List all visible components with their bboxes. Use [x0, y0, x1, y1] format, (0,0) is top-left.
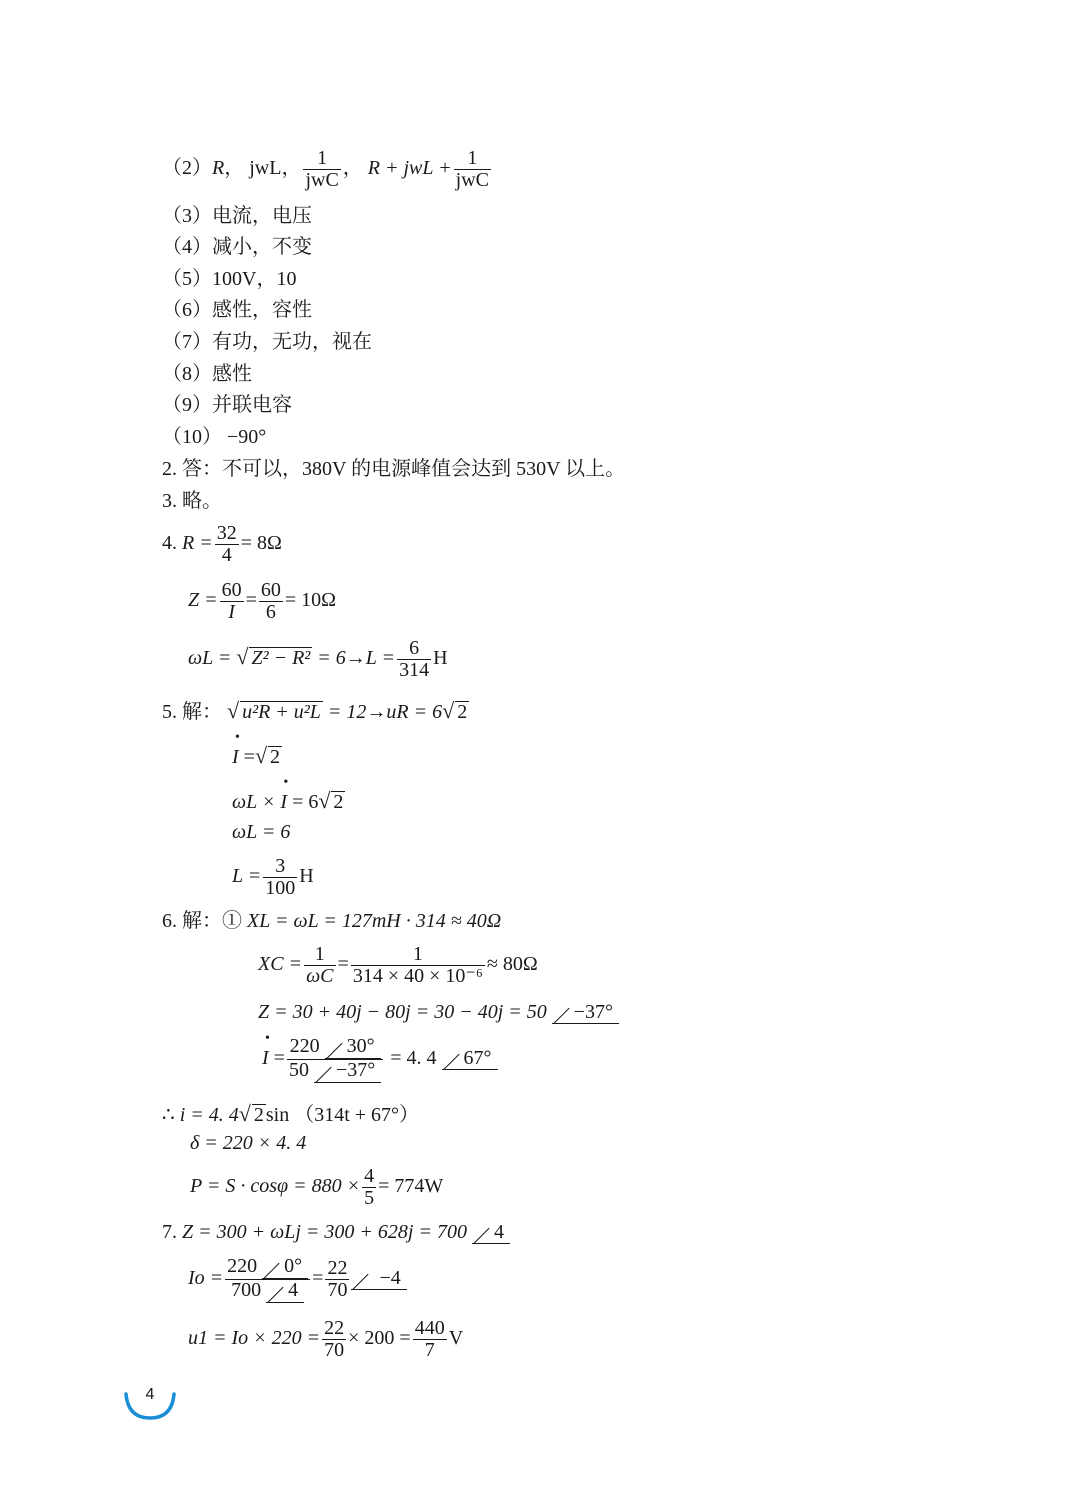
denominator: 70 — [324, 1339, 345, 1361]
fraction — [413, 1318, 447, 1361]
q5-line-4: ωL = 6 — [232, 821, 291, 843]
denominator: ωC — [306, 965, 334, 987]
angle: 30° — [325, 1036, 381, 1059]
sqrt-sign: √ — [318, 788, 331, 813]
fraction — [225, 1256, 310, 1303]
q6-line-7 — [190, 1166, 443, 1209]
sep: ， — [224, 157, 245, 180]
denominator: jwC — [455, 169, 489, 191]
q6-line-2 — [258, 944, 538, 987]
numerator: 1 — [303, 148, 340, 170]
numerator: 1 — [304, 944, 335, 966]
angle: −4 — [351, 1268, 406, 1290]
unit: V — [448, 1327, 464, 1350]
numerator: 3 — [263, 856, 297, 878]
lhs: Io = — [188, 1267, 224, 1290]
mid: × 200 = — [348, 1327, 411, 1350]
q5-line-1 — [162, 700, 469, 722]
q5-label: 5. 解： — [162, 701, 222, 723]
phasor-i: I • — [262, 1048, 269, 1068]
fraction — [454, 148, 491, 191]
q7-label: 7. — [162, 1221, 177, 1243]
fraction — [322, 1318, 346, 1361]
fraction — [287, 1036, 383, 1083]
denominator: 70 — [327, 1279, 348, 1301]
answer-8: （8）感性 — [162, 363, 252, 385]
q4-line-2 — [188, 580, 336, 623]
z-expr: Z = 30 + 40j − 80j = 30 − 40j = 50 — [258, 1001, 547, 1023]
xl-expr: XL = ωL = 127mH · 314 ≈ 40Ω — [247, 910, 502, 932]
numerator: 4 — [364, 1165, 375, 1187]
rhs: = 774W — [378, 1175, 444, 1198]
q5-line-3 — [232, 790, 345, 812]
numerator: 1 — [454, 148, 491, 170]
fraction — [263, 856, 297, 899]
q6-line-6: δ = 220 × 4. 4 — [190, 1132, 307, 1154]
q6-line-3 — [258, 1002, 619, 1024]
fraction — [362, 1166, 376, 1209]
answer-10: （10） −90° — [162, 426, 267, 448]
denominator: 6 — [265, 601, 276, 623]
page-number: 4 — [145, 1386, 155, 1403]
radicand: u²R + u²L — [242, 701, 321, 723]
z-expr: Z = 300 + ωLj = 300 + 628j = 700 — [182, 1221, 467, 1243]
eq: = — [312, 1267, 324, 1290]
lhs: ωL × — [232, 791, 276, 813]
rhs: = 8Ω — [240, 532, 282, 555]
numerator: 440 — [414, 1317, 445, 1339]
sep: ， — [342, 157, 363, 180]
rhs: = 10Ω — [284, 589, 337, 612]
sqrt-sign: √ — [442, 698, 455, 723]
lhs: u1 = Io × 220 = — [188, 1327, 321, 1350]
fraction — [325, 1258, 349, 1301]
denominator: 314 × 40 × 10⁻⁶ — [352, 965, 483, 987]
denominator — [287, 1060, 383, 1083]
denominator: 5 — [364, 1187, 375, 1209]
r-symbol: R — [212, 157, 225, 180]
fraction — [304, 944, 335, 987]
q4-line-3 — [188, 638, 448, 681]
page-number-badge — [124, 1386, 176, 1422]
answer-4: （4）减小，不变 — [162, 236, 312, 258]
numerator: 60 — [260, 579, 281, 601]
question-2: 2. 答：不可以，380V 的电源峰值会达到 530V 以上。 — [162, 458, 626, 480]
phasor-i: I • — [280, 792, 287, 812]
fraction — [303, 148, 340, 191]
fraction — [220, 580, 244, 623]
lhs: Z = — [188, 589, 218, 612]
unit: H — [299, 865, 314, 888]
q5-line-5 — [232, 856, 314, 899]
value: 220 — [289, 1035, 320, 1057]
angle: −37° — [552, 1002, 619, 1024]
angle: 4 — [266, 1280, 304, 1303]
eq: = — [243, 746, 255, 768]
denominator: 100 — [265, 877, 296, 899]
q7-line-2 — [188, 1256, 407, 1303]
fraction — [351, 944, 485, 987]
value: 50 — [288, 1059, 309, 1081]
numerator: 1 — [351, 944, 485, 966]
sqrt-sign: √ — [236, 644, 249, 670]
radicand: 2 — [333, 791, 344, 813]
denominator: 4 — [221, 544, 232, 566]
q6-line-5 — [162, 1103, 419, 1125]
radicand: 2 — [253, 1104, 264, 1126]
question-3: 3. 略。 — [162, 490, 222, 512]
radicand: 2 — [270, 746, 281, 768]
i-time-b: sin （314t + 67°） — [265, 1104, 420, 1126]
eq: = — [337, 953, 349, 976]
phasor-i: I • — [232, 747, 239, 767]
sqrt-sign: √ — [254, 743, 268, 768]
denominator — [225, 1280, 310, 1303]
numerator: 22 — [324, 1317, 345, 1339]
angle: 0° — [262, 1256, 308, 1279]
sep: ， — [281, 157, 302, 180]
answer-2-label: （2） — [162, 157, 212, 180]
numerator: 22 — [327, 1257, 348, 1279]
denominator: 7 — [424, 1339, 435, 1361]
angle: 4 — [472, 1222, 510, 1244]
numerator: 32 — [216, 522, 237, 544]
numerator: 60 — [221, 579, 242, 601]
jwl: jwL — [249, 157, 282, 180]
q7-line-3 — [188, 1318, 463, 1361]
mid: = 6→L = — [317, 647, 396, 670]
denominator: 314 — [399, 659, 430, 681]
i-time-a: i = 4. 4 — [179, 1104, 239, 1126]
radicand: Z² − R² — [251, 647, 311, 670]
q5-line-2 — [232, 745, 282, 767]
q6-line-1 — [162, 911, 501, 931]
answer-7: （7）有功，无功，视在 — [162, 331, 372, 353]
answer-9: （9）并联电容 — [162, 394, 292, 416]
eq: = 6 — [292, 791, 319, 813]
q4-label: 4. — [162, 532, 177, 555]
angle: 67° — [442, 1048, 498, 1070]
fraction — [215, 523, 239, 566]
value: 220 — [227, 1255, 258, 1277]
fraction — [259, 580, 283, 623]
rhs: = 12→uR = 6 — [327, 701, 443, 723]
answer-2 — [162, 148, 493, 191]
q6-line-4 — [262, 1036, 498, 1083]
answer-5: （5）100V，10 — [162, 268, 297, 290]
page-arc-icon — [124, 1392, 176, 1422]
rhs: ≈ 80Ω — [486, 953, 538, 976]
sqrt-sign: √ — [238, 1101, 251, 1126]
lhs: P = S · cosφ = 880 × — [190, 1175, 361, 1198]
radicand: 2 — [457, 701, 468, 723]
angle: −37° — [314, 1060, 381, 1083]
q4-line-1 — [162, 523, 282, 566]
answer-3: （3）电流，电压 — [162, 205, 312, 227]
sqrt-sign: √ — [227, 698, 240, 723]
numerator: 6 — [397, 638, 431, 660]
unit: H — [433, 647, 448, 670]
lhs: XC = — [258, 953, 303, 976]
denominator: I — [228, 601, 235, 623]
eq: = — [273, 1047, 285, 1070]
value: 700 — [231, 1279, 262, 1301]
lhs: R = — [182, 532, 213, 555]
q6-label: 6. 解：① — [162, 910, 247, 932]
rhs: = 4. 4 — [390, 1047, 437, 1070]
lhs: L = — [232, 865, 262, 888]
impedance-sum: R + jwL + — [367, 157, 452, 180]
answer-6: （6）感性，容性 — [162, 299, 312, 321]
fraction — [397, 638, 431, 681]
therefore-symbol: ∴ — [162, 1104, 175, 1126]
q7-line-1 — [162, 1222, 510, 1244]
numerator — [225, 1256, 310, 1280]
eq: = — [245, 589, 257, 612]
denominator: jwC — [305, 169, 339, 191]
numerator — [287, 1036, 383, 1060]
lhs: ωL = — [188, 647, 232, 670]
